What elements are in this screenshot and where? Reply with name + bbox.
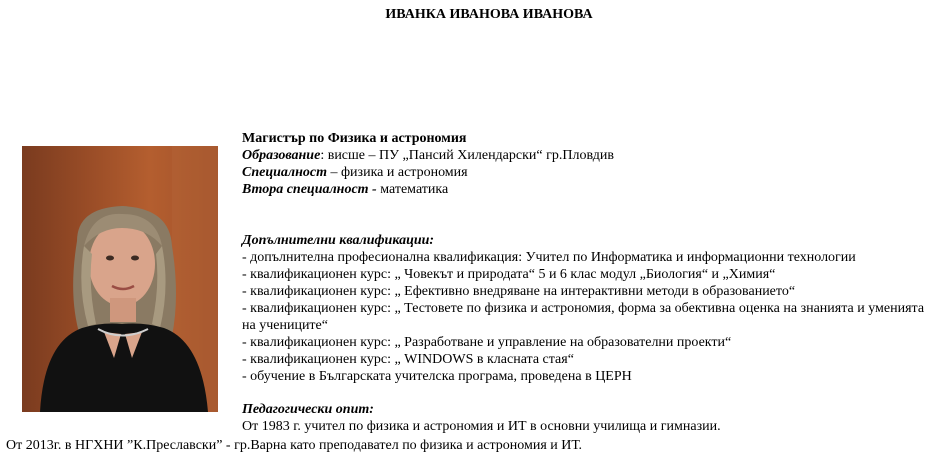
specialty-value: – физика и астрономия [326,165,468,180]
specialty-line [242,164,938,181]
second-specialty-value: математика [376,182,449,197]
experience-heading: Педагогически опит: [242,402,374,417]
second-specialty-label: Втора специалност - [242,182,377,197]
qualification-item: - квалификационен курс: „ Ефективно внедряване на интерактивни методи в образованието“ [242,284,796,299]
portrait-photo [22,146,218,412]
education-line [242,147,938,164]
qualification-item: - квалификационен курс: „ Разработване и управление на образователни проекти“ [242,335,732,350]
education-value: : висше – ПУ „Пансий Хилендарски“ гр.Пловдив [320,148,614,163]
second-specialty-line [242,181,938,198]
spacer [242,385,938,401]
specialty-label: Специалност [242,165,327,180]
qualification-item: - квалификационен курс: „ WINDOWS в класната стая“ [242,352,574,367]
qualification-item: - допълнителна професионална квалификация: Учител по Информатика и информационни технологии [242,250,856,265]
spacer [242,198,938,232]
page-title: ИВАНКА ИВАНОВА ИВАНОВА [385,7,593,22]
experience-line-2: От 2013г. в НГХНИ ”К.Преславски” - гр.Варна като преподавател по физика и астрономия и ИТ. [6,438,583,453]
qualification-item: - обучение в Българската учителска програма, проведена в ЦЕРН [242,369,632,384]
portrait-illustration [22,146,218,412]
degree-title: Магистър по Физика и астрономия [242,131,467,146]
experience-line-1: От 1983 г. учител по физика и астрономия и ИТ в основни училища и гимназии. [242,419,721,434]
qualification-item: - квалификационен курс: „ Човекът и природата“ 5 и 6 клас модул „Биология“ и „Химия“ [242,267,776,282]
qualifications-heading: Допълнителни квалификации: [242,233,435,248]
cv-content [242,130,938,435]
qualification-item: - квалификационен курс: „ Тестовете по физика и астрономия, форма за обективна оценка на знанията и уменията на учениците“ [242,301,925,333]
education-label: Образование [242,148,321,163]
